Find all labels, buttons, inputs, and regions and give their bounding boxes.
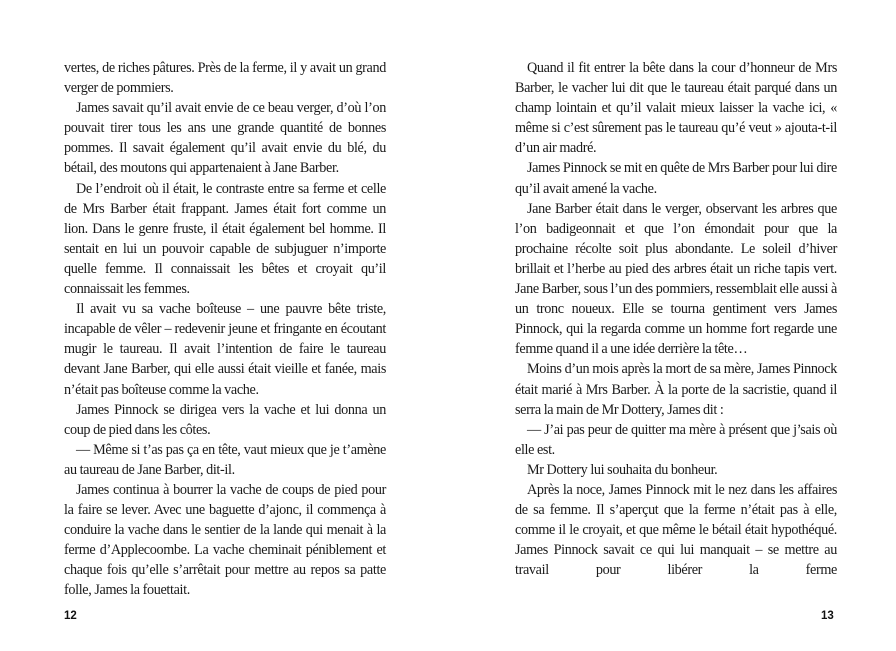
page-number-left: 12	[64, 610, 77, 622]
paragraph: Après la noce, James Pinnock mit le nez dans les affaires de sa femme. Il s’aperçut que la ferme n’était pas à elle, comme il le croyait, et que même le bétail était hypothéqué. James Pinnock savait ce qui lui manquait – se mettre au travail pour libérer la ferme	[515, 481, 837, 579]
paragraph: Mr Dottery lui souhaita du bonheur.	[527, 461, 718, 478]
paragraph: James savait qu’il avait envie de ce beau verger, d’où l’on pouvait tirer tous les ans une grande quantité de bonnes pommes. Il savait également qu’il avait envie du blé, du bétail, des moutons qui appartenaient à Jane Barber.	[64, 100, 386, 177]
paragraph: Il avait vu sa vache boîteuse – une pauvre bête triste, incapable de vêler – redevenir jeune et fringante en écoutant mugir le taureau. Il avait l’intention de faire le taureau devant Jane Barber, qui elle aussi était vieille et fanée, mais n’était pas boîteuse comme la vache.	[64, 301, 386, 398]
page-number-right: 13	[821, 610, 834, 622]
paragraph: De l’endroit où il était, le contraste entre sa ferme et celle de Mrs Barber était frappant. James était fort comme un lion. Dans le genre fruste, il était également bel homme. Il sentait en lui un pouvoir capable de subjuguer n’importe quelle femme. Il connaissait les bêtes et croyait qu’il connaissait les femmes.	[64, 180, 386, 298]
paragraph: James continua à bourrer la vache de coups de pied pour la faire se lever. Avec une baguette d’ajonc, il commença à conduire la vache dans le sentier de la lande qui menait à la ferme d’Applecoombe. La vache cheminait péniblement et chaque fois qu’elle s’arrêtait pour mettre au repos sa patte folle, James la fouettait.	[64, 481, 386, 599]
paragraph: Moins d’un mois après la mort de sa mère, James Pinnock était marié à Mrs Barber. À la porte de la sacristie, quand il serra la main de Mr Dottery, James dit :	[515, 361, 837, 418]
paragraph: — Même si t’as pas ça en tête, vaut mieux que je t’amène au taureau de Jane Barber, dit-il.	[64, 441, 386, 478]
paragraph: James Pinnock se dirigea vers la vache et lui donna un coup de pied dans les côtes.	[64, 401, 386, 438]
left-page-text	[64, 58, 386, 601]
paragraph: vertes, de riches pâtures. Près de la ferme, il y avait un grand verger de pommiers.	[64, 60, 386, 97]
paragraph: Quand il fit entrer la bête dans la cour d’honneur de Mrs Barber, le vacher lui dit que le taureau était parqué dans un champ lointain et qu’il valait mieux laisser la vache ici, « même si c’est sûrement pas le taureau qu’é veut » ajouta-t-il d’un air madré.	[515, 60, 837, 157]
paragraph: James Pinnock se mit en quête de Mrs Barber pour lui dire qu’il avait amené la vache.	[515, 160, 837, 197]
paragraph: — J’ai pas peur de quitter ma mère à présent que j’sais où elle est.	[515, 421, 837, 458]
right-page-text	[515, 58, 837, 580]
paragraph: Jane Barber était dans le verger, observant les arbres que l’on badigeonnait et que l’on émondait pour que la prochaine récolte soit plus abondante. Le soleil d’hiver brillait et l’herbe au pied des arbres était un riche tapis vert. Jane Barber, sous l’un des pommiers, ressemblait elle aussi à un tronc noueux. Elle se tourna gentiment vers James Pinnock, qui la regarda comme un homme fort regarde une femme quand il a une idée derrière la tête…	[515, 200, 837, 358]
